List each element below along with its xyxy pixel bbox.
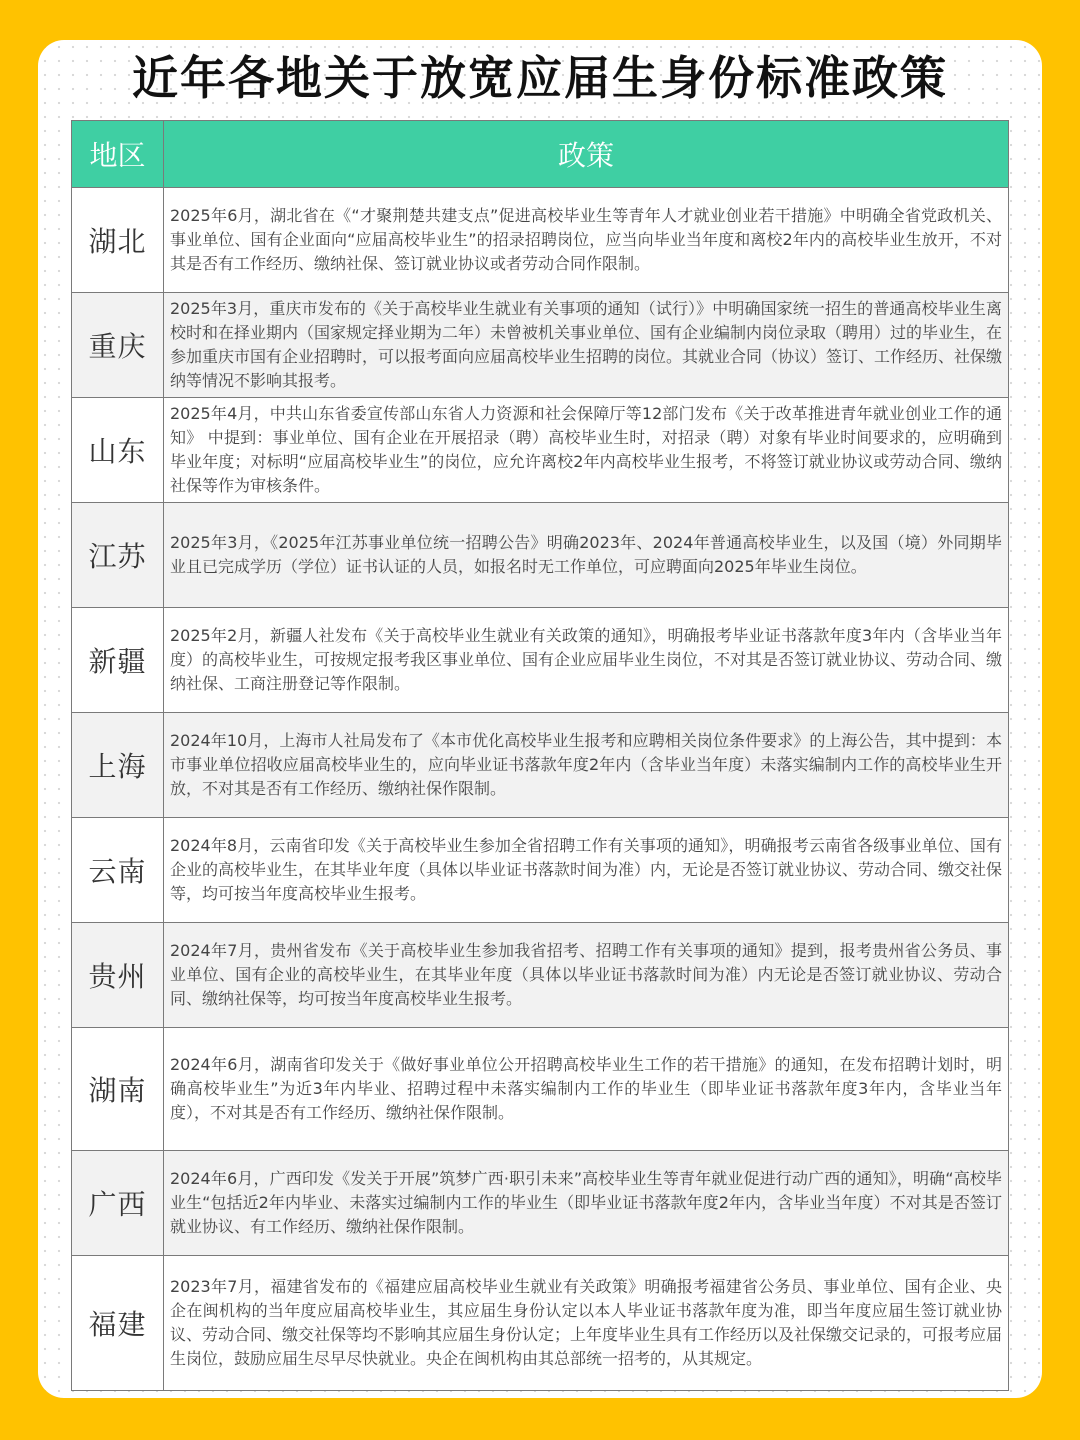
policy-cell: 2023年7月，福建省发布的《福建应届高校毕业生就业有关政策》明确报考福建省公务员、事业单位、国有企业、央企在闽机构的当年度应届高校毕业生，其应届生身份认定以本人毕业证书落款年度为准，即当年度应届生签订就业协议、劳动合同、缴交社保等均不影响其应届生身份认定；上年度毕业生具有工作经历以及社保缴交记录的，可报考应届生岗位，鼓励应届生尽早尽快就业。央企在闽机构由其总部统一招考的，从其规定。 <box>164 1256 1009 1391</box>
policy-cell: 2025年3月，重庆市发布的《关于高校毕业生就业有关事项的通知（试行）》中明确国家统一招生的普通高校毕业生离校时和在择业期内（国家规定择业期为二年）未曾被机关事业单位、国有企业编制内岗位录取（聘用）过的毕业生，在参加重庆市国有企业招聘时，可以报考面向应届高校毕业生招聘的岗位。其就业合同（协议）签订、工作经历、社保缴纳等情况不影响其报考。 <box>164 293 1009 398</box>
table-row <box>72 818 1009 923</box>
table-row <box>72 1151 1009 1256</box>
header-policy: 政策 <box>164 121 1009 188</box>
region-cell: 云南 <box>72 818 164 923</box>
region-cell: 贵州 <box>72 923 164 1028</box>
table-row <box>72 713 1009 818</box>
region-cell: 山东 <box>72 398 164 503</box>
table-row <box>72 923 1009 1028</box>
region-cell: 福建 <box>72 1256 164 1391</box>
region-cell: 湖南 <box>72 1028 164 1151</box>
policy-cell: 2024年8月，云南省印发《关于高校毕业生参加全省招聘工作有关事项的通知》，明确报考云南省各级事业单位、国有企业的高校毕业生，在其毕业年度（具体以毕业证书落款时间为准）内，无论是否签订就业协议、劳动合同、缴交社保等，均可按当年度高校毕业生报考。 <box>164 818 1009 923</box>
table-row <box>72 398 1009 503</box>
table-row <box>72 1256 1009 1391</box>
policy-cell: 2024年10月，上海市人社局发布了《本市优化高校毕业生报考和应聘相关岗位条件要求》的上海公告，其中提到：本市事业单位招收应届高校毕业生的，应向毕业证书落款年度2年内（含毕业当年度）未落实编制内工作的高校毕业生开放，不对其是否有工作经历、缴纳社保作限制。 <box>164 713 1009 818</box>
region-cell: 新疆 <box>72 608 164 713</box>
policy-cell: 2025年2月，新疆人社发布《关于高校毕业生就业有关政策的通知》，明确报考毕业证书落款年度3年内（含毕业当年度）的高校毕业生，可按规定报考我区事业单位、国有企业应届毕业生岗位，不对其是否签订就业协议、劳动合同、缴纳社保、工商注册登记等作限制。 <box>164 608 1009 713</box>
table-row <box>72 188 1009 293</box>
table-row <box>72 608 1009 713</box>
region-cell: 湖北 <box>72 188 164 293</box>
policy-cell: 2025年6月，湖北省在《“才聚荆楚共建支点”促进高校毕业生等青年人才就业创业若干措施》中明确全省党政机关、事业单位、国有企业面向“应届高校毕业生”的招录招聘岗位，应当向毕业当年度和离校2年内的高校毕业生放开，不对其是否有工作经历、缴纳社保、签订就业协议或者劳动合同作限制。 <box>164 188 1009 293</box>
policy-cell: 2025年4月，中共山东省委宣传部山东省人力资源和社会保障厅等12部门发布《关于改革推进青年就业创业工作的通知》 中提到：事业单位、国有企业在开展招录（聘）高校毕业生时，对招录（聘）对象有毕业时间要求的，应明确到毕业年度；对标明“应届高校毕业生”的岗位，应允许离校2年内高校毕业生报考，不将签订就业协议或劳动合同、缴纳社保等作为审核条件。 <box>164 398 1009 503</box>
table-row <box>72 1028 1009 1151</box>
table-row <box>72 293 1009 398</box>
header-region: 地区 <box>72 121 164 188</box>
policy-cell: 2025年3月，《2025年江苏事业单位统一招聘公告》明确2023年、2024年普通高校毕业生，以及国（境）外同期毕业且已完成学历（学位）证书认证的人员，如报名时无工作单位，可应聘面向2025年毕业生岗位。 <box>164 503 1009 608</box>
region-cell: 广西 <box>72 1151 164 1256</box>
region-cell: 上海 <box>72 713 164 818</box>
page-title: 近年各地关于放宽应届生身份标准政策 <box>132 51 948 105</box>
policy-cell: 2024年6月，广西印发《发关于开展”筑梦广西·职引未来”高校毕业生等青年就业促进行动广西的通知》，明确“高校毕业生“包括近2年内毕业、未落实过编制内工作的毕业生（即毕业证书落款年度2年内，含毕业当年度）不对其是否签订就业协议、有工作经历、缴纳社保作限制。 <box>164 1151 1009 1256</box>
table-row <box>72 503 1009 608</box>
policy-table <box>71 120 1009 1391</box>
policy-cell: 2024年7月，贵州省发布《关于高校毕业生参加我省招考、招聘工作有关事项的通知》提到，报考贵州省公务员、事业单位、国有企业的高校毕业生，在其毕业年度（具体以毕业证书落款时间为准）内无论是否签订就业协议、劳动合同、缴纳社保等，均可按当年度高校毕业生报考。 <box>164 923 1009 1028</box>
region-cell: 江苏 <box>72 503 164 608</box>
table-header-row <box>72 121 1009 188</box>
policy-cell: 2024年6月，湖南省印发关于《做好事业单位公开招聘高校毕业生工作的若干措施》的通知，在发布招聘计划时，明确高校毕业生”为近3年内毕业、招聘过程中未落实编制内工作的毕业生（即毕业证书落款年度3年内，含毕业当年度），不对其是否有工作经历、缴纳社保作限制。 <box>164 1028 1009 1151</box>
region-cell: 重庆 <box>72 293 164 398</box>
